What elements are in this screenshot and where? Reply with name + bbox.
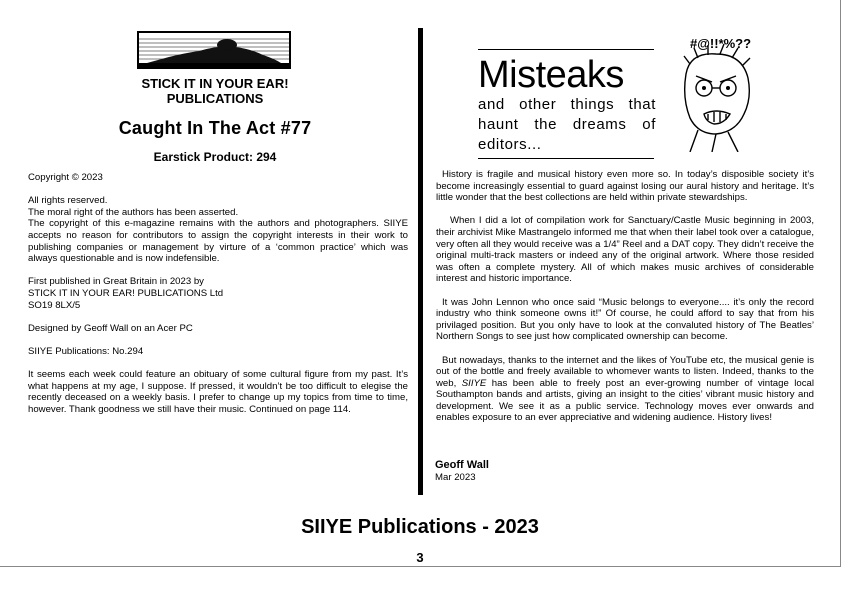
issue-title: Caught In The Act #77 bbox=[118, 118, 312, 138]
published-line3: SO19 8LX/5 bbox=[28, 299, 81, 311]
rights-line1: All rights reserved. bbox=[28, 195, 108, 207]
product-number: Earstick Product: 294 bbox=[153, 150, 277, 164]
editorial-paragraph-3: It was John Lennon who once said “Music belongs to everyone.... it’s only the record industry who think someone owns it!” Of course, he could afford to say that from his privilaged position. But you only have to look at the convaluted history of The Beatles’ Northern Songs to see just how complicated ownership can become. bbox=[436, 296, 814, 343]
editorial-paragraph-2: When I did a lot of compilation work for Sanctuary/Castle Music beginning in 2003, their archivist Mike Mastrangelo informed me that when their label took over a catalogue, very often all they would receive was a 1/4” Reel and a DAT copy. They didn’t receive the original multi-track masters or indeed any of the original artwork. Where those resided was often a complete mystery. All of which makes music archives of considerable interest and historic importance. bbox=[436, 215, 814, 285]
logo-illustration-icon bbox=[139, 33, 289, 67]
footer-title: SIIYE Publications - 2023 bbox=[301, 516, 539, 538]
rights-body: The copyright of this e-magazine remains with the authors and photographers. SIIYE accepts no reason for contributors to assign the copyright interests in their work to publishing companies or management by virture of a ‘common practice’ which was always questionable and is now indefensible. bbox=[28, 218, 408, 265]
page-number: 3 bbox=[416, 550, 424, 565]
frustrated-editor-icon bbox=[668, 34, 772, 152]
copyright-line: Copyright © 2023 bbox=[28, 172, 103, 183]
editorial-top-rule bbox=[478, 49, 654, 50]
editorial-bottom-rule bbox=[478, 158, 654, 159]
publisher-name bbox=[100, 76, 330, 106]
publication-number: SIIYE Publications: No.294 bbox=[28, 345, 144, 357]
editorial-subtitle: and other things that haunt the dreams of editors... bbox=[478, 96, 656, 153]
publisher-logo bbox=[137, 31, 291, 69]
imprint-text bbox=[28, 172, 408, 427]
cartoon-caption: #@!!*%?? bbox=[690, 36, 752, 51]
designed-by: Designed by Geoff Wall on an Acer PC bbox=[28, 322, 193, 334]
published-line1: First published in Great Britain in 2023 by bbox=[28, 276, 204, 288]
rights-line2: The moral right of the authors has been asserted. bbox=[28, 206, 239, 218]
editorial-body bbox=[436, 169, 814, 436]
editorial-paragraph-4-end: has been able to freely post an ever-growing number of vintage local Southampton bands and artists, giving an insight to the cities’ vibrant music history and development. We see it as a public service. Technology moves ever onwards and enables exposure to an ever appreciative and widening audience. History lives! bbox=[436, 377, 814, 424]
editorial-paragraph-4-start: But nowadays, thanks to the internet and the likes of YouTube etc, the musical genie is out of the bottle and freely available to whomever wants to listen. Indeed, thanks to the web, bbox=[436, 354, 814, 389]
publisher-name-line1: STICK IT IN YOUR EAR! bbox=[141, 76, 289, 91]
editor-cartoon bbox=[668, 34, 772, 152]
signature-date: Mar 2023 bbox=[435, 472, 476, 483]
editorial-title: Misteaks bbox=[478, 54, 624, 96]
rights-block bbox=[28, 195, 408, 265]
publisher-name-line2: PUBLICATIONS bbox=[166, 91, 264, 106]
intro-paragraph: It seems each week could feature an obituary of some cultural figure from my past. It’s what happens at my age, I suppose. If pressed, it wouldn’t be too difficult to elegise the recently deceased on a weekly basis. I prefer to change up my topics from time to time, however. Thank goodness we still have their music. Continued on page 114. bbox=[28, 369, 408, 415]
column-divider bbox=[418, 28, 423, 495]
published-block bbox=[28, 276, 408, 311]
published-line2: STICK IT IN YOUR EAR! PUBLICATIONS Ltd bbox=[28, 287, 224, 299]
signature-name: Geoff Wall bbox=[435, 459, 489, 471]
editorial-paragraph-1: History is fragile and musical history even more so. In today’s disposible society it’s become increasingly essential to guard against losing our aural history and heritage. It’s little wonder that the best collections are held within private stewardships. bbox=[436, 169, 814, 204]
siiye-italic: SIIYE bbox=[461, 377, 487, 389]
editorial-paragraph-4 bbox=[436, 355, 814, 425]
